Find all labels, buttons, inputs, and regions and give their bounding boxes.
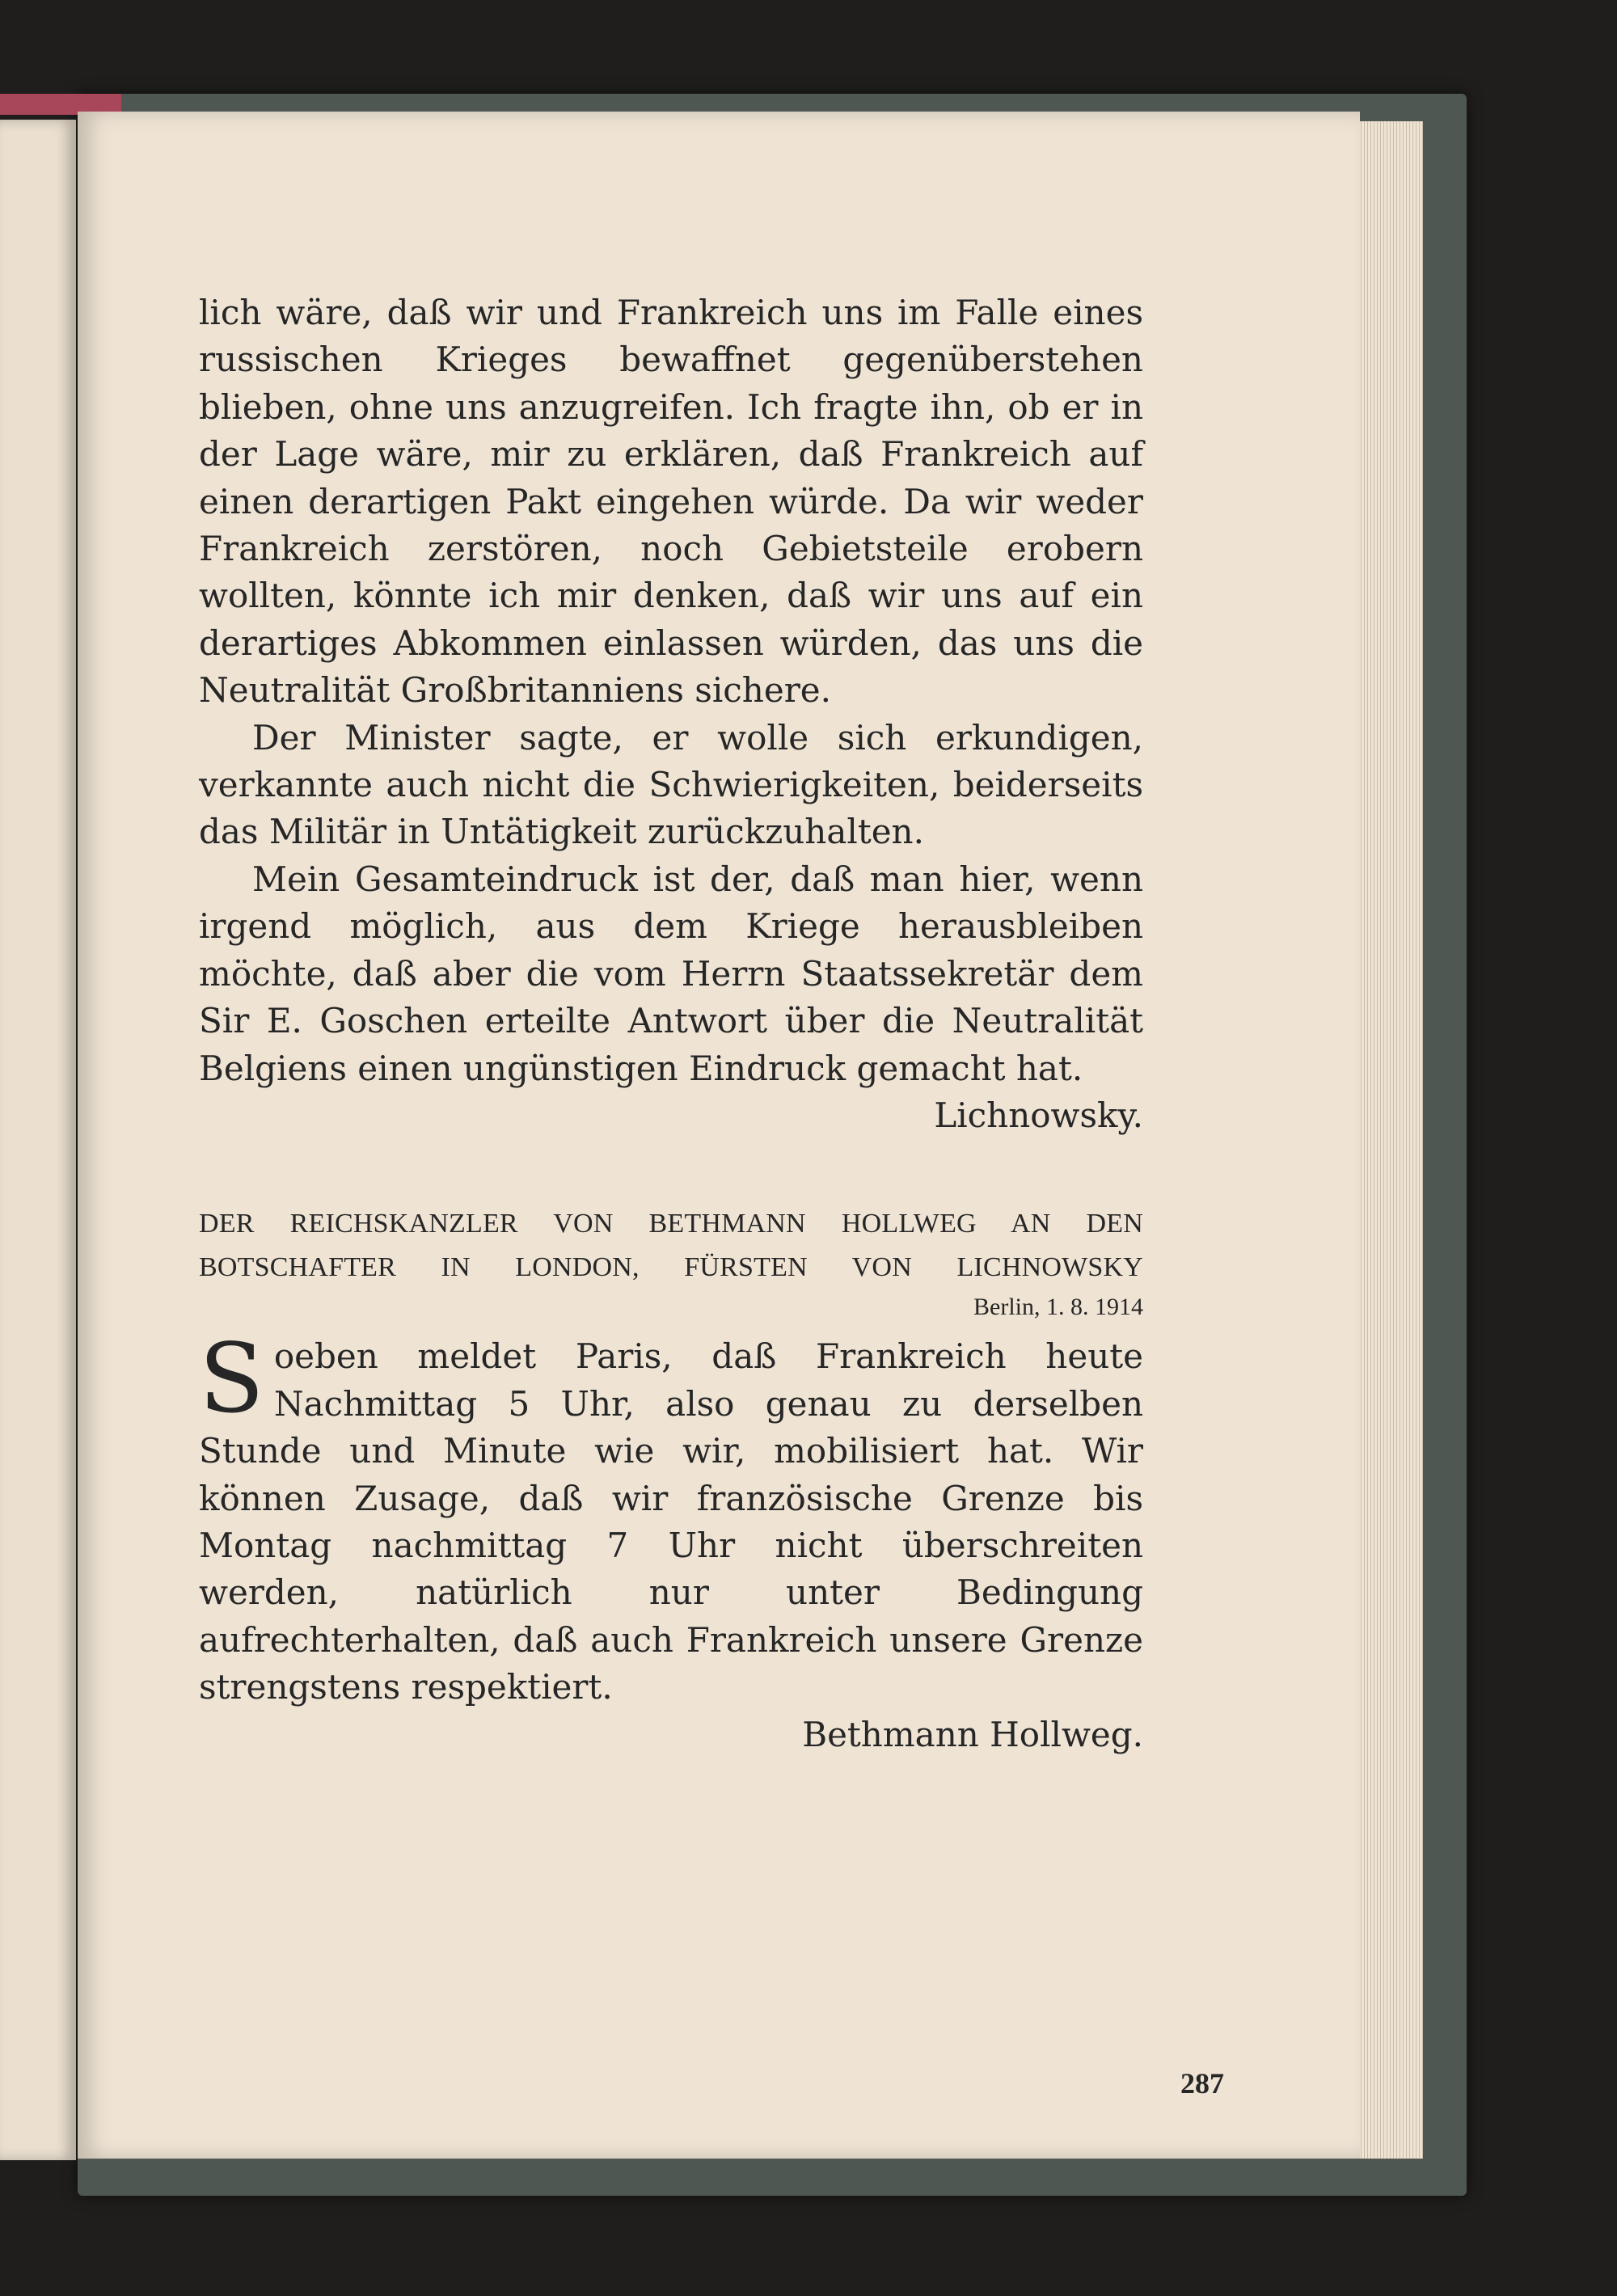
paragraph-1: lich wäre, daß wir und Frankreich uns im Falle eines russischen Krieges bewaffnet gegenüberstehen blieben, ohne uns anzugreifen. Ich fragte ihn, ob er in der Lage wäre, mir zu erklären, daß Frankreich auf einen derartigen Pakt eingehen würde. Da wir weder Frankreich zerstören, noch Gebietsteile erobern wollten, könnte ich mir denken, daß wir uns auf ein derartiges Abkommen einlassen würden, das uns die Neutralität Großbritanniens sichere.: [199, 293, 1143, 711]
letter-heading: [199, 1202, 1143, 1289]
paragraph-3: Mein Gesamteindruck ist der, daß man hier, wenn irgend möglich, aus dem Kriege herausbleiben möchte, daß aber die vom Herrn Staatssekretär dem Sir E. Goschen erteilte Antwort über die Neutralität Belgiens einen ungünstigen Eindruck gemacht hat.: [199, 859, 1143, 1088]
page-number: 287: [1180, 2067, 1224, 2100]
book-page: [78, 112, 1360, 2159]
dateline: Berlin, 1. 8. 1914: [973, 1294, 1143, 1321]
heading-line-1: DER REICHSKANZLER VON BETHMANN HOLLWEG AN DEN: [199, 1209, 1143, 1239]
text-block: [199, 289, 1143, 1758]
signature-lichnowsky: Lichnowsky.: [934, 1095, 1143, 1135]
telegram-text: oeben meldet Paris, daß Frankreich heute Nachmittag 5 Uhr, also genau zu derselben Stunde und Minute wie wir, mobilisiert hat. Wir können Zusage, daß wir französische Grenze bis Montag nachmittag 7 Uhr nicht überschreiten werden, natürlich nur unter Bedingung aufrechterhalten, daß auch Frankreich unsere Grenze strengstens respektiert.: [199, 1336, 1143, 1707]
telegram-paragraph: [199, 1323, 1143, 1711]
left-page-edge: [0, 120, 76, 2160]
drop-cap: S: [199, 1323, 264, 1435]
signature-bethmann: Bethmann Hollweg.: [802, 1714, 1143, 1754]
heading-line-2: BOTSCHAFTER IN LONDON, FÜRSTEN VON LICHNOWSKY: [199, 1252, 1143, 1283]
paragraph-2: Der Minister sagte, er wolle sich erkundigen, verkannte auch nicht die Schwierigkeiten, beiderseits das Militär in Untätigkeit zurückzuhalten.: [199, 717, 1143, 852]
